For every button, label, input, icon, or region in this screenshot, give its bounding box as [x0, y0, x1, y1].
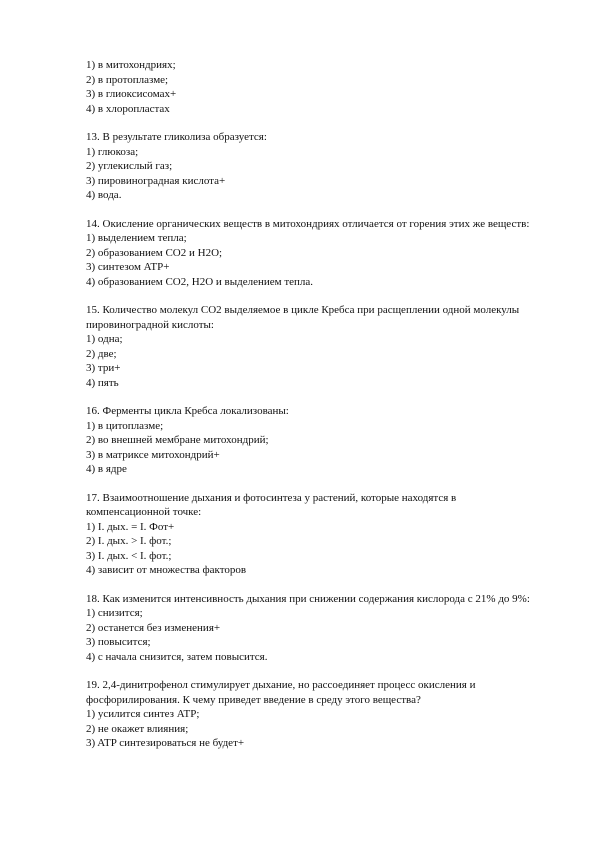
question-block-14: [86, 217, 535, 290]
answer-option: 2) не окажет влияния;: [86, 722, 189, 735]
question-block-16: [86, 404, 535, 477]
answer-option: 4) зависит от множества факторов: [86, 564, 247, 576]
answer-option: 1) в митохондриях;: [86, 59, 176, 71]
question-block-18: [86, 592, 535, 665]
answer-option: 2) останется без изменения+: [86, 621, 221, 634]
answer-option: 3) синтезом ATP+: [86, 261, 170, 273]
answer-option: 2) во внешней мембране митохондрий;: [86, 434, 269, 446]
question-text: 19. 2,4-динитрофенол стимулирует дыхание, но рассоединяет процесс окисления и фосфорилирования. К чему приведет введение в среду этого вещества?: [86, 679, 476, 706]
answer-option: 4) вода.: [86, 189, 122, 201]
question-block-17: [86, 491, 535, 578]
answer-option: 2) I. дых. > I. фот.;: [86, 535, 172, 547]
question-text: 17. Взаимоотношение дыхания и фотосинтеза у растений, которые находятся в компенсационной точке:: [86, 491, 457, 518]
answer-option: 1) выделением тепла;: [86, 232, 187, 244]
answer-option: 3) I. дых. < I. фот.;: [86, 549, 172, 562]
answer-option: 2) образованием CO2 и H2O;: [86, 246, 223, 259]
answer-option: 1) в цитоплазме;: [86, 419, 164, 432]
question-text: 18. Как изменится интенсивность дыхания при снижении содержания кислорода с 21% до 9%:: [86, 592, 530, 605]
question-text: 14. Окисление органических веществ в митохондриях отличается от горения этих же веществ:: [86, 217, 530, 230]
answer-option: 3) пировиноградная кислота+: [86, 174, 226, 187]
answer-option: 4) с начала снизится, затем повысится.: [86, 650, 268, 663]
answer-option: 2) углекислый газ;: [86, 160, 173, 172]
question-block-13: [86, 130, 535, 203]
answer-option: 1) усилится синтез ATP;: [86, 708, 200, 720]
question-block-15: [86, 303, 535, 390]
answer-option: 4) в хлоропластах: [86, 102, 170, 115]
answer-option: 4) в ядре: [86, 463, 127, 475]
answer-option: 1) снизится;: [86, 607, 143, 619]
answer-option: 4) пять: [86, 376, 119, 389]
question-block-12: [86, 58, 535, 116]
question-text: 16. Ферменты цикла Кребса локализованы:: [86, 405, 289, 417]
answer-option: 1) одна;: [86, 333, 123, 345]
answer-option: 1) I. дых. = I. Фот+: [86, 520, 175, 533]
answer-option: 4) образованием CO2, H2O и выделением тепла.: [86, 275, 314, 288]
answer-option: 2) в протоплазме;: [86, 73, 169, 86]
question-block-19: [86, 678, 535, 751]
answer-option: 3) в матриксе митохондрий+: [86, 448, 220, 461]
answer-option: 1) глюкоза;: [86, 145, 139, 158]
question-text: 13. В результате гликолиза образуется:: [86, 131, 267, 143]
answer-option: 3) повысится;: [86, 636, 151, 648]
answer-option: 3) ATP синтезироваться не будет+: [86, 737, 245, 749]
answer-option: 3) в глиоксисомах+: [86, 88, 177, 100]
answer-option: 2) две;: [86, 347, 117, 360]
question-text: 15. Количество молекул CO2 выделяемое в цикле Кребса при расщеплении одной молекулы пировиноградной кислоты:: [86, 304, 520, 331]
answer-option: 3) три+: [86, 362, 121, 374]
